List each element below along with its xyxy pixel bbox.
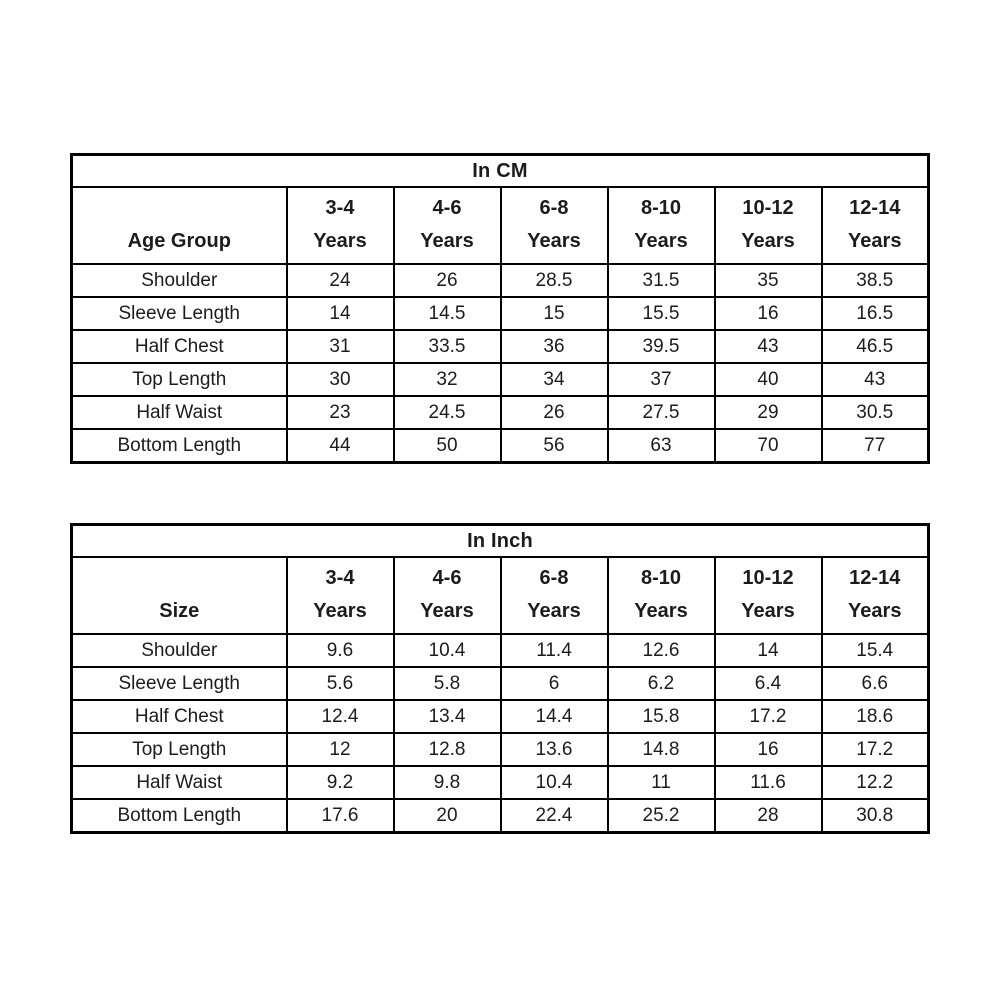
cell-value: 46.5 <box>822 330 929 363</box>
cell-value: 15.5 <box>608 297 715 330</box>
row-label: Shoulder <box>72 264 287 297</box>
age-unit: Years <box>313 600 367 622</box>
age-unit: Years <box>420 230 474 252</box>
cell-value: 43 <box>715 330 822 363</box>
row-label: Half Waist <box>72 766 287 799</box>
col-header <box>501 557 608 634</box>
age-range: 3-4 <box>325 197 355 219</box>
age-range: 12-14 <box>849 567 901 589</box>
age-unit: Years <box>420 600 474 622</box>
cell-value: 31 <box>287 330 394 363</box>
cell-value: 28 <box>715 799 822 833</box>
age-range: 10-12 <box>742 197 794 219</box>
cell-value: 14.4 <box>501 700 608 733</box>
row-label: Sleeve Length <box>72 297 287 330</box>
cell-value: 40 <box>715 363 822 396</box>
cell-value: 50 <box>394 429 501 463</box>
cell-value: 11.6 <box>715 766 822 799</box>
cell-value: 6.4 <box>715 667 822 700</box>
cell-value: 14 <box>715 634 822 667</box>
cell-value: 29 <box>715 396 822 429</box>
cell-value: 28.5 <box>501 264 608 297</box>
cell-value: 18.6 <box>822 700 929 733</box>
age-unit: Years <box>848 600 902 622</box>
row-label: Half Waist <box>72 396 287 429</box>
cell-value: 44 <box>287 429 394 463</box>
cell-value: 63 <box>608 429 715 463</box>
cell-value: 39.5 <box>608 330 715 363</box>
cell-value: 14.8 <box>608 733 715 766</box>
table-row <box>72 766 929 799</box>
row-label: Half Chest <box>72 330 287 363</box>
cell-value: 27.5 <box>608 396 715 429</box>
table-title-row <box>72 155 929 188</box>
table-row <box>72 634 929 667</box>
column-header-row <box>72 557 929 634</box>
cell-value: 12.6 <box>608 634 715 667</box>
cell-value: 17.6 <box>287 799 394 833</box>
cell-value: 15.4 <box>822 634 929 667</box>
cell-value: 24 <box>287 264 394 297</box>
age-unit: Years <box>527 600 581 622</box>
age-unit: Years <box>741 600 795 622</box>
age-range: 6-8 <box>539 197 569 219</box>
age-unit: Years <box>848 230 902 252</box>
table-row <box>72 429 929 463</box>
col-header <box>501 187 608 264</box>
cell-value: 32 <box>394 363 501 396</box>
cell-value: 10.4 <box>501 766 608 799</box>
table-row <box>72 700 929 733</box>
row-header-label: Age Group <box>72 187 287 264</box>
col-header <box>287 557 394 634</box>
cell-value: 15 <box>501 297 608 330</box>
cell-value: 12.8 <box>394 733 501 766</box>
col-header <box>822 187 929 264</box>
col-header <box>822 557 929 634</box>
row-header-label: Size <box>72 557 287 634</box>
table-row <box>72 330 929 363</box>
cell-value: 38.5 <box>822 264 929 297</box>
age-unit: Years <box>634 600 688 622</box>
row-label: Top Length <box>72 363 287 396</box>
table-row <box>72 363 929 396</box>
table-row <box>72 264 929 297</box>
cell-value: 35 <box>715 264 822 297</box>
cell-value: 16 <box>715 733 822 766</box>
cell-value: 37 <box>608 363 715 396</box>
cell-value: 13.6 <box>501 733 608 766</box>
age-range: 12-14 <box>849 197 901 219</box>
table-title: In Inch <box>72 525 929 558</box>
cell-value: 5.6 <box>287 667 394 700</box>
table-title: In CM <box>72 155 929 188</box>
col-header <box>715 187 822 264</box>
cell-value: 24.5 <box>394 396 501 429</box>
cell-value: 6.2 <box>608 667 715 700</box>
cell-value: 12.2 <box>822 766 929 799</box>
cell-value: 16.5 <box>822 297 929 330</box>
cell-value: 70 <box>715 429 822 463</box>
table-row <box>72 799 929 833</box>
cell-value: 9.6 <box>287 634 394 667</box>
cell-value: 30.8 <box>822 799 929 833</box>
table-row <box>72 396 929 429</box>
cell-value: 17.2 <box>715 700 822 733</box>
age-range: 4-6 <box>432 197 462 219</box>
cell-value: 5.8 <box>394 667 501 700</box>
cell-value: 30 <box>287 363 394 396</box>
cell-value: 14 <box>287 297 394 330</box>
cell-value: 56 <box>501 429 608 463</box>
cell-value: 12.4 <box>287 700 394 733</box>
row-label: Shoulder <box>72 634 287 667</box>
cell-value: 26 <box>501 396 608 429</box>
table-title-row <box>72 525 929 558</box>
column-header-row <box>72 187 929 264</box>
cell-value: 13.4 <box>394 700 501 733</box>
cell-value: 16 <box>715 297 822 330</box>
cell-value: 26 <box>394 264 501 297</box>
cell-value: 34 <box>501 363 608 396</box>
col-header <box>715 557 822 634</box>
age-range: 3-4 <box>325 567 355 589</box>
cell-value: 17.2 <box>822 733 929 766</box>
cell-value: 31.5 <box>608 264 715 297</box>
age-unit: Years <box>313 230 367 252</box>
col-header <box>394 557 501 634</box>
size-table-cm <box>70 153 930 464</box>
cell-value: 9.8 <box>394 766 501 799</box>
col-header <box>608 187 715 264</box>
row-label: Bottom Length <box>72 799 287 833</box>
table-row <box>72 667 929 700</box>
cell-value: 30.5 <box>822 396 929 429</box>
col-header <box>394 187 501 264</box>
cell-value: 15.8 <box>608 700 715 733</box>
cell-value: 25.2 <box>608 799 715 833</box>
row-label: Bottom Length <box>72 429 287 463</box>
age-unit: Years <box>741 230 795 252</box>
age-range: 8-10 <box>640 197 682 219</box>
cell-value: 6.6 <box>822 667 929 700</box>
row-label: Half Chest <box>72 700 287 733</box>
age-unit: Years <box>527 230 581 252</box>
row-label: Top Length <box>72 733 287 766</box>
size-table-inch <box>70 523 930 834</box>
row-label: Sleeve Length <box>72 667 287 700</box>
cell-value: 11 <box>608 766 715 799</box>
table-row <box>72 297 929 330</box>
age-range: 10-12 <box>742 567 794 589</box>
cell-value: 9.2 <box>287 766 394 799</box>
cell-value: 22.4 <box>501 799 608 833</box>
cell-value: 10.4 <box>394 634 501 667</box>
age-range: 6-8 <box>539 567 569 589</box>
cell-value: 77 <box>822 429 929 463</box>
age-range: 4-6 <box>432 567 462 589</box>
age-range: 8-10 <box>640 567 682 589</box>
col-header <box>287 187 394 264</box>
cell-value: 20 <box>394 799 501 833</box>
cell-value: 36 <box>501 330 608 363</box>
col-header <box>608 557 715 634</box>
table-row <box>72 733 929 766</box>
cell-value: 33.5 <box>394 330 501 363</box>
cell-value: 12 <box>287 733 394 766</box>
cell-value: 43 <box>822 363 929 396</box>
cell-value: 23 <box>287 396 394 429</box>
age-unit: Years <box>634 230 688 252</box>
cell-value: 6 <box>501 667 608 700</box>
cell-value: 14.5 <box>394 297 501 330</box>
cell-value: 11.4 <box>501 634 608 667</box>
